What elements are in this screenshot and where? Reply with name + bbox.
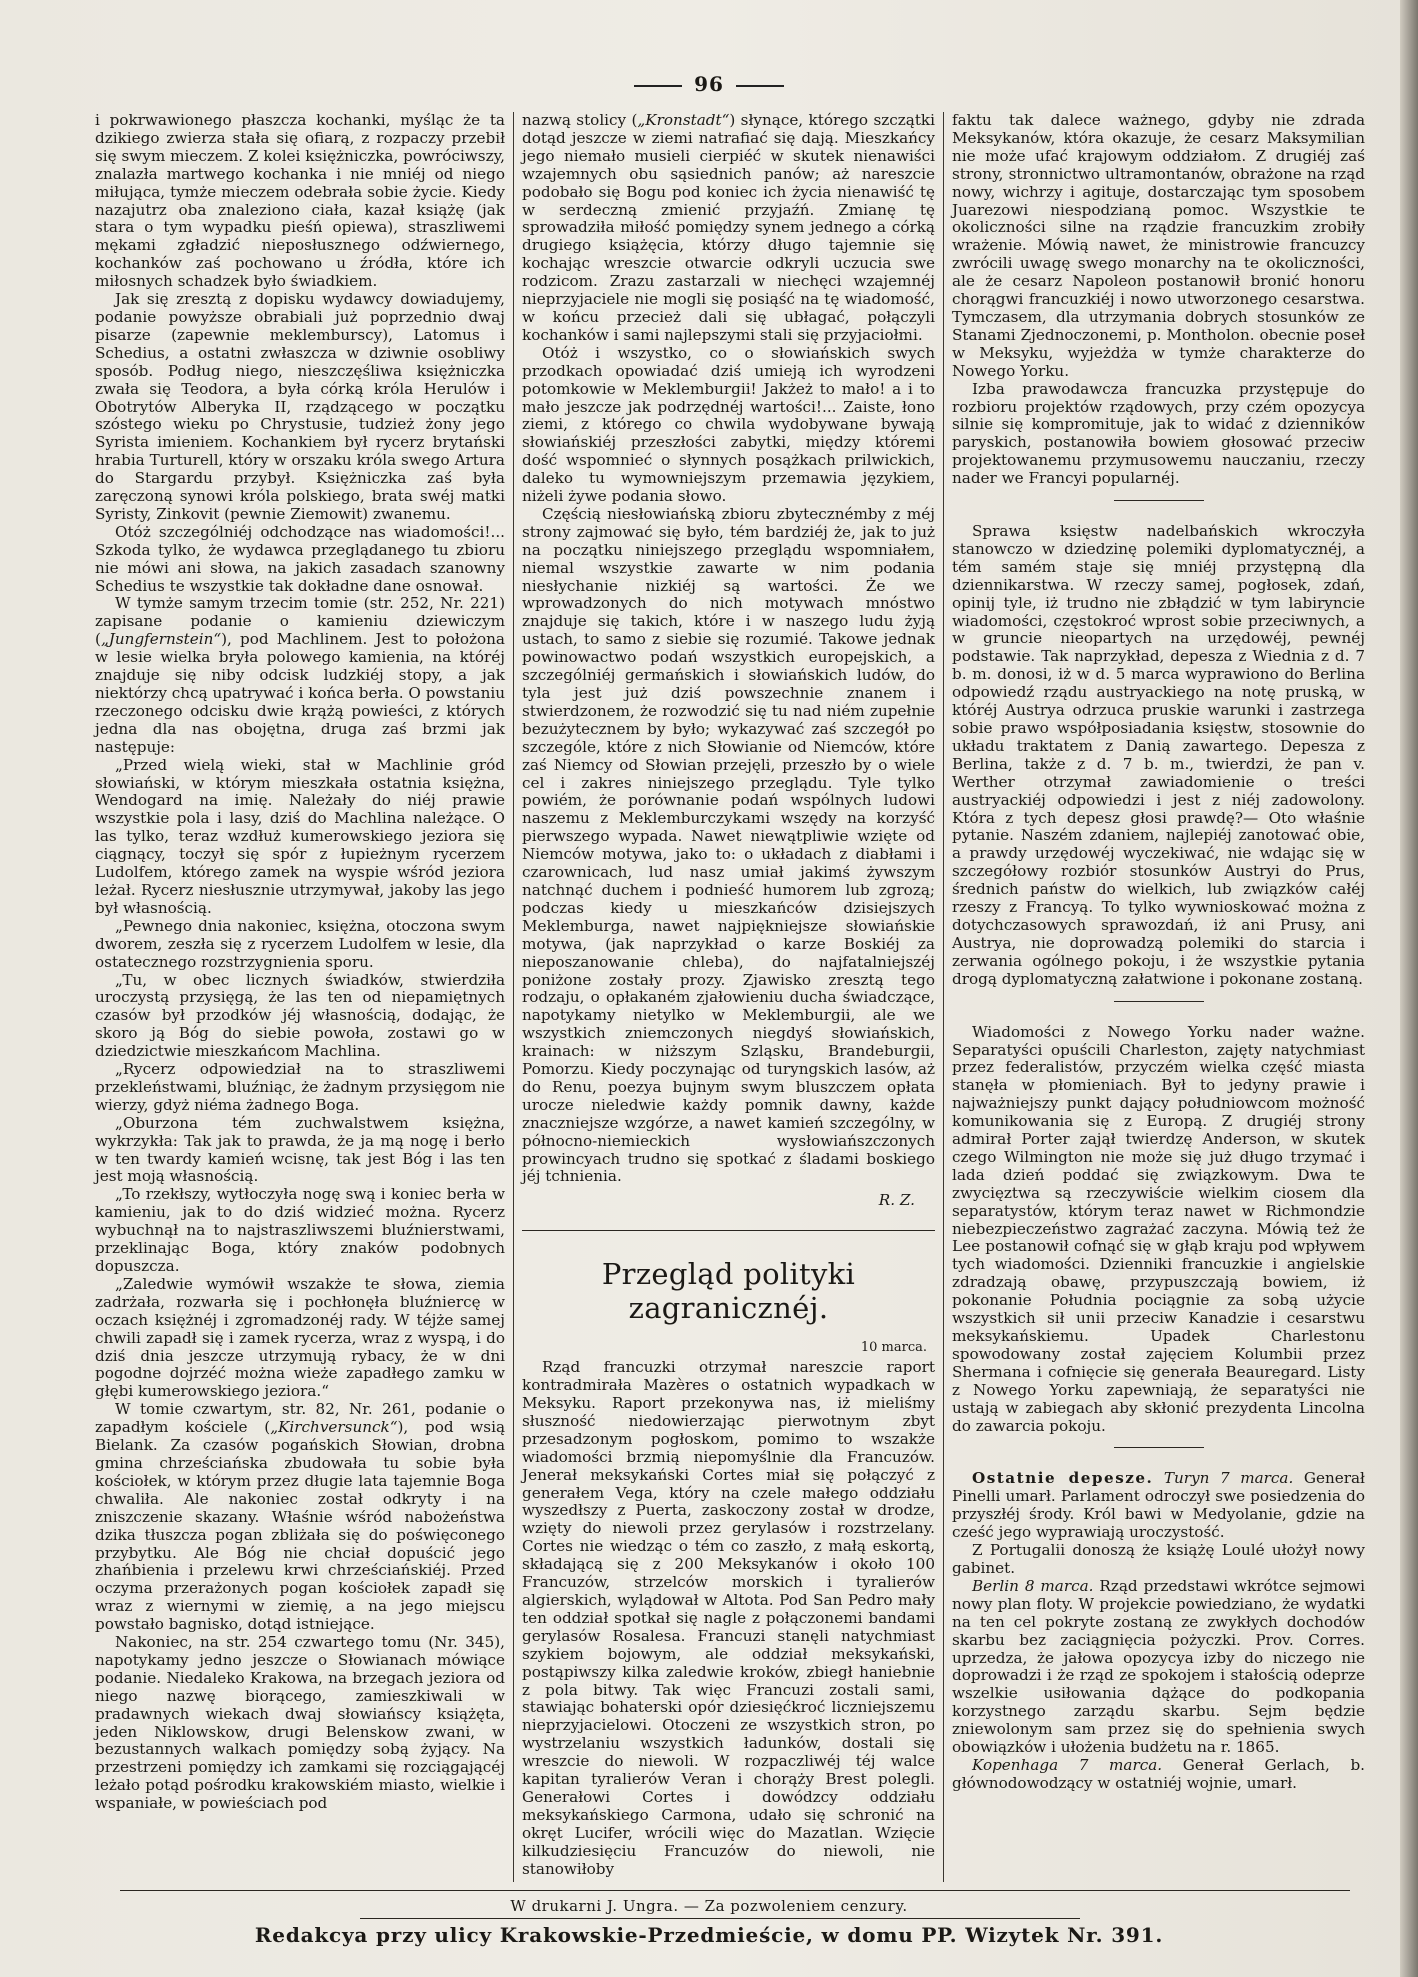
col1-paragraph-6: „Pewnego dnia nakoniec, księżna, otoczona swym dworem, zeszła się z rycerzem Ludolfem w lesie, dla ostatecznego rozstrzygnienia sporu. <box>95 916 505 971</box>
col1-p12-title: „Kirchversunck“ <box>270 1418 398 1437</box>
latest-dispatches-heading: Ostatnie depesze. <box>972 1469 1154 1488</box>
col1-p4-text-b: ), pod Machlinem. Jest to położona w lesie wielka bryła polowego kamienia, na któréj znajduje się niby odcisk ludzkiéj stopy, a jak niektórzy chcą upatrywać i końca berła. O powstaniu rzeczonego odcisku dwie krążą powieści, z których jedna dla nas obojętna, druga zaś brzmi jak następuje: <box>95 630 505 756</box>
col3-separator-1 <box>1114 500 1204 501</box>
col2-p1-text-b: ) słynące, którego szczątki dotąd jeszcze w ziemi natrafiać się dają. Mieszkańcy jego niemało musieli cierpiéć w skutek nienawiści wzajemnych obu sąsiednich panów; aż nareszcie podobało się Bogu pod koniec ich życia nienawiść tę w serdeczną zmienić przyjaźń. Zmianę tę sprowadziła miłość pomiędzy synem jednego a córką drugiego książęcia, którzy długo tajemnie się kochając wreszcie otwarcie odkryli uczucia swe rodzicom. Zrazu zastarzali w niechęci wzajemnéj nieprzyjaciele nie mogli się posiąść na tę wiadomość, w końcu przecież dali się ubłagać, połączyli kochanków i sami najlepszymi stali się przyjaciołmi. <box>522 111 935 344</box>
dispatch-text-turin: Generał Pinelli umarł. Parlament odroczył swe posiedzenia do przyszłéj środy. Król bawi w Medyolanie, gdzie na cześć jego wyprawiają uroczystość. <box>952 1469 1365 1542</box>
col2-paragraph-2: Otóż i wszystko, co o słowiańskich swych przodkach opowiadać dziś umieją ich wyrodzeni potomkowie w Meklemburgii! Jakżeż to mało! a i to mało jeszcze jak podrzędnéj wartości!... Zaiste, łono ziemi, z którego co chwila wydobywane bywają słowiańskiéj przeszłości zabytki, między któremi dość wspomnieć o słynnych posążkach prilwickich, daleko tu wymowniejszym przemawia językiem, niżeli żywe podania słowo. <box>522 343 935 506</box>
section-separator <box>522 1230 935 1231</box>
page-number: 96 <box>694 72 724 96</box>
col3-separator-2 <box>1114 1001 1204 1002</box>
dispatch-text-copenhagen: Generał Gerlach, b. głównodowodzący w ostatniéj wojnie, umarł. <box>952 1755 1365 1792</box>
col1-p4-text-a: W tymże samym trzecim tomie (str. 252, Nr. 221) zapisane podanie o kamieniu dziewiczym ( <box>95 594 505 649</box>
col1-p12-text-b: ), pod wsią Bielank. Za czasów pogańskich Słowian, drobna gmina chrześciańska zbudowała tu sobie była kościołek, w którym przez długie lata tajemnie Boga chwaliła. Ale nakoniec został odkryty i na zniszczenie skazany. Właśnie wśród nabożeństwa dzika tłuszcza pogan zbliżała się do poświęconego przybytku. Ale Bóg nie chciał dopuścić jego zhańbienia i przelewu krwi chrześciańskiéj. Przed oczyma przerażonych pogan kościołek zapadł się wraz z wiernymi w ziemię, a na jego miejscu powstało bagnisko, dotąd istniejące. <box>95 1418 505 1634</box>
col1-paragraph-5: „Przed wielą wieki, stał w Machlinie gród słowiański, w którym mieszkała ostatnia księżna, Wendogard na imię. Należały do niéj prawie wszystkie pola i lasy, dziś do Machlina należące. O las tylko, teraz wzdłuż kumerowskiego jeziora się ciągnący, toczył się spór z łupieżnym rycerzem Ludolfem, którego zamek na wyspie wśród jeziora leżał. Rycerz niesłusznie utrzymywał, jakoby las jego był własnością. <box>95 755 505 917</box>
col3-paragraph-8 <box>952 1757 1365 1793</box>
col1-paragraph-12 <box>95 1401 505 1634</box>
header-dash-left <box>634 85 682 87</box>
col2-paragraph-1 <box>522 112 935 345</box>
page-edge-shadow <box>1400 0 1418 1977</box>
col1-paragraph-10: „To rzekłszy, wytłoczyła nogę swą i koniec berła w kamieniu, jak to do dziś widzieć można. Rycerz wybuchnął na to najstraszliwszemi bluźnierstwami, przeklinając Boga, który znaków podobnych dopuszcza. <box>95 1185 505 1275</box>
column-1 <box>95 112 505 1842</box>
col3-separator-3 <box>1114 1447 1204 1448</box>
header-dash-right <box>736 85 784 87</box>
dispatch-place-turin: Turyn 7 marca. <box>1163 1469 1294 1488</box>
col1-paragraph-8: „Rycerz odpowiedział na to straszliwemi przekleństwami, bluźniąc, że żadnym przysięgom nie wierzy, gdyż niéma żadnego Boga. <box>95 1060 505 1114</box>
printer-imprint: W drukarni J. Ungra. — Za pozwoleniem cenzury. <box>510 1897 908 1915</box>
editorial-address: Redakcya przy ulicy Krakowskie-Przedmieście, w domu PP. Wizytek Nr. 391. <box>254 1923 1164 1947</box>
column-rule-1 <box>513 112 514 1882</box>
column-2 <box>522 111 935 1878</box>
col3-paragraph-2: Izba prawodawcza francuzka przystępuje do rozbioru projektów rządowych, przy czém opozycya silnie się kompromituje, jak to widać z dzienników paryskich, postanowiła bowiem głosować przeciw projektowanemu przymusowemu nauczaniu, rzeczy nader we Francyi popularnéj. <box>952 379 1365 488</box>
page-number-header <box>0 72 1418 96</box>
col3-paragraph-5 <box>952 1470 1365 1542</box>
footer-rule-top <box>120 1890 1350 1891</box>
column-3 <box>952 112 1365 1842</box>
col1-p12-text-a: W tomie czwartym, str. 82, Nr. 261, podanie o zapadłym kościele ( <box>95 1400 505 1437</box>
col3-paragraph-4: Wiadomości z Nowego Yorku nader ważne. Separatyści opuścili Charleston, zajęty natychmiast przez federalistów, przyczém wielka część miasta stanęła w płomieniach. Był to jedyny prawie i najważniejszy punkt dający południowcom możność komunikowania się z Europą. Z drugiéj strony admirał Porter zajął twierdzę Anderson, w skutek czego Wilmington nie może się już długo trzymać i lada dzień poddać się związkowym. Dwa te zwycięztwa są rzeczywiście wielkim ciosem dla separatystów, którym teraz nawet w Richmondzie niebezpieczeństwo zagrażać zaczyna. Mówią też że Lee postanowił cofnąć się w głąb kraju pod wpływem tych wiadomości. Dzienniki francuzkie i angielskie zdradzają obawę, przypuszczają bowiem, iż pokonanie Południa pociągnie za sobą użycie wszystkich sił unii przeciw Kanadzie i cesarstwu meksykańskiemu. Upadek Charlestonu spowodowany został zajęciem Kolumbii przez Shermana i cofnięcie się generała Beauregard. Listy z Nowego Yorku zapewniają, że separatyści nie ustają w zabiegach aby skłonić prezydenta Lincolna do zawarcia pokoju. <box>952 1022 1365 1435</box>
col1-paragraph-13: Nakoniec, na str. 254 czwartego tomu (Nr. 345), napotykamy jedno jeszcze o Słowianach mówiące podanie. Niedaleko Krakowa, na brzegach jeziora od niego nazwę biorącego, zamieszkiwali w pradawnych wiekach dwaj słowiańscy książęta, jeden Niklowskow, drugi Belenskow zwani, w bezustannych walkach pomiędzy sobą żyjący. Na przestrzeni pomiędzy ich zamkami się rozciągającéj leżało potąd pośrodku krakowskiém miasto, wielkie i wspaniałe, w powieściach pod <box>95 1633 505 1813</box>
col1-paragraph-9: „Oburzona tém zuchwalstwem księżna, wykrzykła: Tak jak to prawda, że ja mą nogę i berło w ten twardy kamień wcisnę, tak jest Bóg i las ten jest moją własnością. <box>95 1113 505 1186</box>
col1-p4-title: „Jungfernstein“ <box>100 630 222 649</box>
col3-paragraph-1: faktu tak dalece ważnego, gdyby nie zdrada Meksykanów, która okazuje, że cesarz Maksymilian nie może ufać krajowym oddziałom. Z drugiéj zaś strony, stronnictwo ultramontanów, obrażone na rząd nowy, wichrzy i agituje, dostarczając tym sposobem Juarezowi niespodzianą pomoc. Wszystkie te okoliczności silne na rządzie francuzkim zrobiły wrażenie. Mówią nawet, że ministrowie francuzcy zwrócili uwagę swego monarchy na te okoliczności, ale że cesarz Napoleon postanowił bronić honoru chorągwi francuzkiéj i nowo utworzonego cesarstwa. Tymczasem, dla utrzymania dobrych stosunków ze Stanami Zjednoczonemi, p. Montholon. obecnie poseł w Meksyku, wyjeżdża w tymże charakterze do Nowego Yorku. <box>952 111 1365 380</box>
col1-paragraph-7: „Tu, w obec licznych świadków, stwierdziła uroczystą przysięgą, że las ten od niepamiętnych czasów był przodków jéj własnością, dodając, że skoro ją Bóg do siebie powoła, zostawi go w dziedzictwie mieszkańcom Machlina. <box>95 970 505 1061</box>
col3-paragraph-7 <box>952 1578 1365 1757</box>
col2-p1-text-a: nazwą stolicy ( <box>522 111 638 129</box>
section-dateline: 10 marca. <box>860 1340 927 1356</box>
col3-paragraph-6: Z Portugalii donoszą że książę Loulé ułożył nowy gabinet. <box>952 1541 1365 1577</box>
col3-paragraph-3: Sprawa księstw nadelbańskich wkroczyła stanowczo w dziedzinę polemiki dyplomatycznéj, a tém samém staje się mniéj przystępną dla dziennikarstwa. W rzeczy samej, pogłosek, zdań, opinij tyle, iż trudno nie zbłądzić w tym labiryncie wiadomości, częstokroć wprost sobie przeciwnych, a w gruncie nieopartych na urzędowéj, pewnéj podstawie. Tak naprzykład, depesza z Wiednia z d. 7 b. m. donosi, iż w d. 5 marca wyprawiono do Berlina odpowiedź rządu austryackiego na notę pruską, w któréj Austrya odrzuca pruskie warunki i zastrzega sobie prawo współposiadania księstw, stosownie do układu traktatem z Danią zawartego. Depesza z Berlina, także z d. 7 b. m., twierdzi, że pan v. Werther otrzymał zawiadomienie o treści austryackiéj odpowiedzi i jest z niéj zadowolony. Która z tych depesz głosi prawdę?— Oto właśnie pytanie. Naszém zdaniem, najlepiéj zanotować obie, a prawdy urzędowéj wyczekiwać, nie wdając się w szczegółowy rozbiór stosunków Austryi do Prus, średnich państw do wielkich, lub związków całéj rzeszy z Francyą. To tylko wywnioskować można z dotychczasowych sprawozdań, iż ani Prusy, ani Austrya, nie doprowadzą polemiki do starcia i zerwania ogólnego pokoju, i że wszystkie pytania drogą dyplomatyczną załatwione i pokonane zostaną. <box>952 522 1365 988</box>
section-title: Przegląd polityki zagranicznéj. <box>601 1257 856 1326</box>
column-rule-2 <box>943 112 944 1882</box>
article-signature: R. Z. <box>878 1191 915 1210</box>
col1-paragraph-4 <box>95 595 505 756</box>
dispatch-place-berlin: Berlin 8 marca. <box>972 1576 1094 1595</box>
col2-paragraph-3: Częścią niesłowiańską zbioru zbytecznémby z méj strony zajmować się było, tém bardziéj że, jak to już na początku niniejszego przeglądu wspomniałem, niemal wszystkie zawarte w nim podania niesłychanie nizkiéj są wartości. Że we wprowadzonych do nich motywach mnóstwo znajduje się takich, które i w naszego ludu żyją ustach, to samo z siebie się rozumié. Takowe jednak powinowactwo podań wszystkich europejskich, a szczególniéj germańskich i słowiańskich ludów, do tyla jest już dziś powszechnie znanem i stwierdzonem, że rozwodzić się tu nad niém zupełnie bezużytecznem by było; wykazywać zaś szczegół po szczególe, które z nich Słowianie od Niemców, które zaś Niemcy od Słowian przejęli, przeszło by o wiele cel i zakres niniejszego przeglądu. Tyle tylko powiém, że porównanie podań wspólnych ludowi naszemu z Meklemburczykami wszędy na korzyść pierwszego wypada. Nawet niewątpliwie wzięte od Niemców motywa, jako to: o układach z diabłami i czarownicach, lud nasz umiał jakimś żywszym natchnąć duchem i podnieść humorem lub zgrozą; podczas kiedy u mieszkańców dzisiejszych Meklemburga, nawet najpiękniejsze słowiańskie motywa, (jak naprzykład o karze Boskiéj za nieposzanowanie chleba), do najfatalniejszéj poniżone zostały prozy. Zjawisko zresztą tego rodzaju, o opłakaném zjałowieniu ducha świadczące, napotykamy nietylko w Meklemburgii, ale we wszystkich zniemczonych niegdyś słowiańskich, krainach: w niższym Szląsku, Brandeburgii, Pomorzu. Kiedy poczynając od turyngskich lasów, aż do Renu, poezya bujnym swym bluszczem opłata urocze nieledwie każdy pomnik dawny, każde znaczniejsze wzgórze, a nawet kamień szczególny, w północno-niemieckich wysłowiańszczonych prowincyach trudno się spotkać z śladami boskiego jéj tchnienia. <box>522 504 935 1186</box>
col2-paragraph-4: Rząd francuzki otrzymał nareszcie raport kontradmirała Mazères o ostatnich wypadkach w Meksyku. Raport przekonywa nas, iż mieliśmy słuszność niedowierzając pierwotnym zbyt przesadzonym pogłoskom, pomimo to wszakże wiadomości brzmią niepomyślnie dla Francuzów. Jenerał meksykański Cortes miał się połączyć z generałem Vega, który na czele małego oddziału wyszedłszy z Puerta, zaskoczony został w drodze, wzięty do niewoli przez gerylasów i rozstrzelany. Cortes nie wiedząc o tém co zaszło, z małą eskortą, składającą się z 200 Meksykanów i około 100 Francuzów, strzelców morskich i tyralierów algierskich, wylądował w Altota. Pod San Pedro mały ten oddział spotkał się nagle z połączonemi bandami gerylasów Rosalesa. Francuzi stanęli natychmiast szykiem bojowym, ale oddział meksykański, postąpiwszy kilka zaledwie kroków, zbiegł haniebnie z pola bitwy. Tak więc Francuzi zostali sami, stawiając bohaterski opór dziesięćkroć liczniejszemu nieprzyjacielowi. Otoczeni ze wszystkich stron, po wystrzelaniu wszystkich ładunków, dostali się wreszcie do niewoli. W rozpaczliwéj téj walce kapitan tyralierów Veran i chorąży Brest polegli. Generałowi Cortes i dowódzcy oddziału meksykańskiego Carmona, udało się schronić na okręt Lucifer, wrócili więc do Mazatlan. Wzięcie kilkudziesięciu Francuzów do niewoli, nie stanowiłoby <box>522 1358 935 1878</box>
col1-paragraph-11: „Zaledwie wymówił wszakże te słowa, ziemia zadrżała, rozwarła się i pochłonęła bluźniercę w oczach księżnéj i zgromadzonéj rady. W téjże samej chwili zapadł się i zamek rycerza, wraz z wyspą, i do dziś dnia jeszcze utrzymują rybacy, że w dni pogodne dojrzéć można wieże zapadłego zamku w głębi kumerowskiego jeziora.“ <box>95 1274 505 1401</box>
col1-paragraph-1: i pokrwawionego płaszcza kochanki, myśląc że ta dzikiego zwierza stała się ofiarą, z rozpaczy przebił się swym mieczem. Z kolei księżniczka, powróciwszy, znalazła martwego kochanka i nie mniéj od niego miłująca, tymże mieczem odebrała sobie życie. Kiedy nazajutrz oba znaleziono ciała, kazał książę (jak stara o tym wypadku pieśń opiewa), straszliwemi mękami zgładzić nieposłusznego odźwiernego, kochanków zaś pochowano u źródła, które ich miłosnych schadzek było świadkiem. <box>95 111 505 291</box>
col1-paragraph-3: Otóż szczególniéj odchodzące nas wiadomości!... Szkoda tylko, że wydawca przeglądanego tu zbioru nie mówi ani słowa, na jakich zasadach szanowny Schedius te wszystkie tak dokładne dane osnował. <box>95 522 505 595</box>
col1-paragraph-2: Jak się zresztą z dopisku wydawcy dowiadujemy, podanie powyższe obrabiali już poprzednio dwaj pisarze (zapewnie meklemburscy), Latomus i Schedius, a ostatni zwłaszcza w dziwnie osobliwy sposób. Podług niego, nieszczęśliwa księżniczka zwała się Teodora, a była córką króla Herulów i Obotrytów Alberyka II, rządzącego w początku szóstego wieku po Chrystusie, tudzież żony jego Syrista imieniem. Kochankiem był rycerz brytański hrabia Turturell, który w orszaku króla swego Artura do Stargardu przybył. Księżniczka zaś była zaręczoną synowi króla polskiego, brata swéj matki Syristy, Zinkovit (pewnie Ziemowit) zwanemu. <box>95 290 505 523</box>
footer-rule-bottom <box>360 1918 1080 1919</box>
col2-p1-title: „Kronstadt“ <box>637 111 730 129</box>
dispatch-text-berlin: Rząd przedstawi wkrótce sejmowi nowy plan floty. W projekcie powiedziano, że wydatki na ten cel pokryte zostaną ze zwykłych dochodów skarbu bez zaciągnięcia pożyczki. Prov. Corres. uprzedza, że jałowa opozycya izby do niczego nie doprowadzi i że rząd ze spokojem i stałością odeprze wszelkie usiłowania dążące do podkopania korzystnego zarządu skarbu. Sejm będzie zniewolonym sam przez się do spełnienia swych obowiązków i ułożenia budżetu na r. 1865. <box>952 1576 1366 1757</box>
dispatch-place-copenhagen: Kopenhaga 7 marca. <box>972 1755 1163 1774</box>
